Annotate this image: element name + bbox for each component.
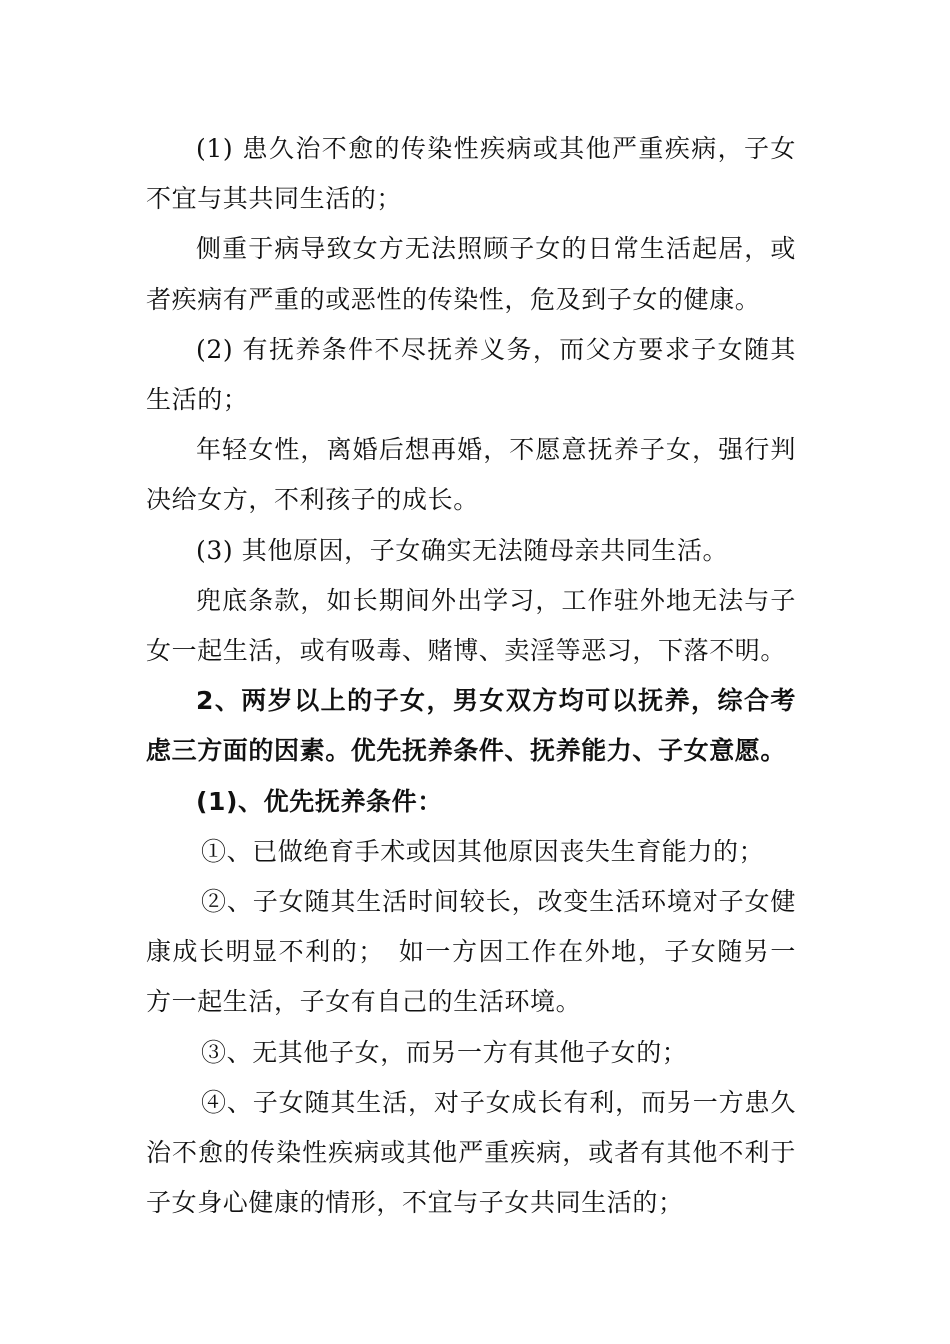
paragraph-1-illness-clause: (1) 患久治不愈的传染性疾病或其他严重疾病，子女不宜与其共同生活的； xyxy=(146,134,796,214)
list-item-circled-3: ③、无其他子女，而另一方有其他子女的； xyxy=(201,1037,688,1067)
paragraph-3-other-reasons: (3) 其他原因，子女确实无法随母亲共同生活。 xyxy=(196,535,729,565)
paragraph-2-duty-clause: (2) 有抚养条件不尽抚养义务，而父方要求子女随其生活的； xyxy=(146,334,796,415)
subsection-heading-priority-conditions: (1)、优先抚养条件： xyxy=(196,786,443,816)
paragraph-illness-explanation: 侧重于病导致女方无法照顾子女的日常生活起居，或者疾病有严重的或恶性的传染性，危及到子女的健康。 xyxy=(146,234,796,314)
paragraph-catchall-explanation: 兜底条款，如长期间外出学习，工作驻外地无法与子女一起生活，或有吸毒、赌博、卖淫等恶习，下落不明。 xyxy=(146,585,796,666)
section-heading-over-two-years: 2、两岁以上的子女，男女双方均可以抚养，综合考虑三方面的因素。优先抚养条件、抚养能力、子女意愿。 xyxy=(146,686,796,766)
list-item-circled-4: ④、子女随其生活，对子女成长有利，而另一方患久治不愈的传染性疾病或其他严重疾病，或者有其他不利于子女身心健康的情形，不宜与子女共同生活的； xyxy=(146,1087,796,1218)
list-item-circled-2: ②、子女随其生活时间较长，改变生活环境对子女健康成长明显不利的； 如一方因工作在外地，子女随另一方一起生活，子女有自己的生活环境。 xyxy=(146,887,796,1017)
document-body xyxy=(146,124,796,1228)
list-item-circled-1: ①、已做绝育手术或因其他原因丧失生育能力的； xyxy=(201,836,765,866)
paragraph-duty-explanation: 年轻女性，离婚后想再婚，不愿意抚养子女，强行判决给女方，不利孩子的成长。 xyxy=(146,435,796,515)
